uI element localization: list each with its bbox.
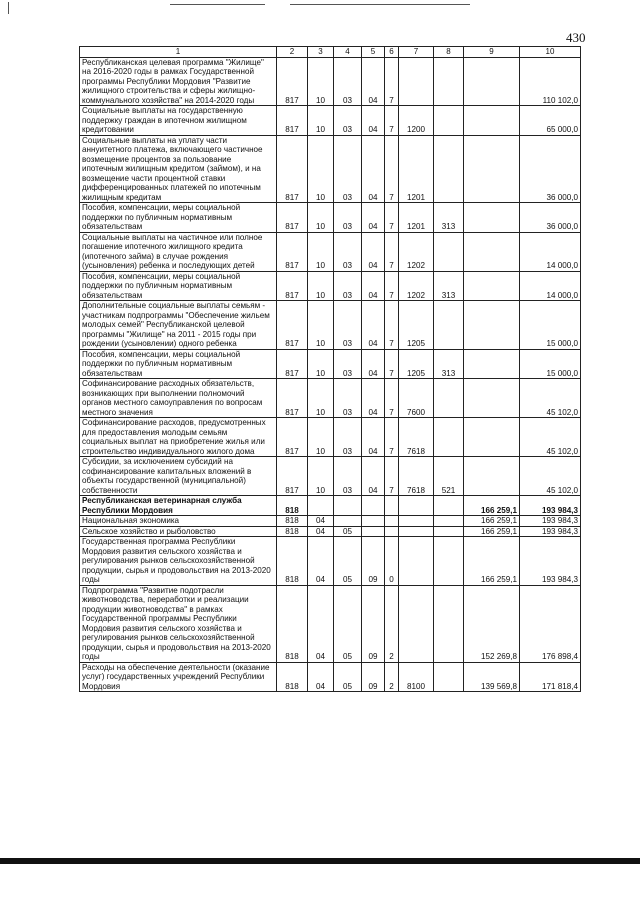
- row-name-cell: Субсидии, за исключением субсидий на софинансирование капитальных вложений в объекты государственной (муниципальной) собственности: [80, 457, 277, 496]
- target-article-cell: 7600: [399, 379, 434, 418]
- amount-year-2-cell: 15 000,0: [520, 349, 581, 379]
- subsection-cell: 03: [334, 135, 362, 203]
- row-name-cell: Государственная программа Республики Мордовия развития сельского хозяйства и регулирования рынков сельскохозяйственной продукции, сырья и продовольствия на 2013-2020 годы: [80, 537, 277, 586]
- section-cell: 04: [308, 537, 334, 586]
- subprogram-cell: 7: [385, 271, 399, 301]
- row-name-cell: Софинансирование расходных обязательств, возникающих при выполнении полномочий органов местного самоуправления по вопросам местного значения: [80, 379, 277, 418]
- amount-year-2-cell: 193 984,3: [520, 496, 581, 516]
- target-article-cell: 1201: [399, 203, 434, 233]
- budget-table: [79, 46, 581, 692]
- section-cell: 10: [308, 379, 334, 418]
- amount-year-2-cell: 193 984,3: [520, 537, 581, 586]
- admin-code-cell: 817: [277, 232, 308, 271]
- subprogram-cell: 2: [385, 585, 399, 662]
- amount-year-2-cell: 171 818,4: [520, 662, 581, 692]
- amount-year-2-cell: 36 000,0: [520, 203, 581, 233]
- table-row: [80, 349, 581, 379]
- subsection-cell: 03: [334, 418, 362, 457]
- section-cell: 10: [308, 418, 334, 457]
- column-header: 10: [520, 47, 581, 58]
- amount-year-1-cell: 139 569,8: [464, 662, 520, 692]
- subprogram-cell: 0: [385, 537, 399, 586]
- subsection-cell: 03: [334, 301, 362, 350]
- amount-year-1-cell: 166 259,1: [464, 526, 520, 537]
- row-name-cell: Социальные выплаты на частичное или полное погашение ипотечного жилищного кредита (ипотечного займа) в случае рождения (усыновления) ребенка и последующих детей: [80, 232, 277, 271]
- amount-year-2-cell: 45 102,0: [520, 418, 581, 457]
- amount-year-1-cell: [464, 57, 520, 106]
- subprogram-cell: 7: [385, 418, 399, 457]
- expense-type-cell: [434, 537, 464, 586]
- section-cell: 04: [308, 585, 334, 662]
- amount-year-1-cell: 166 259,1: [464, 537, 520, 586]
- subprogram-cell: 7: [385, 457, 399, 496]
- subsection-cell: 03: [334, 379, 362, 418]
- amount-year-2-cell: 176 898,4: [520, 585, 581, 662]
- section-cell: 10: [308, 106, 334, 136]
- row-name-cell: Республиканская целевая программа "Жилище" на 2016-2020 годы в рамках Государственной программы Республики Мордовия "Развитие жилищного строительства и сферы жилищно-коммунального хозяйства" на 2014-2020 годы: [80, 57, 277, 106]
- expense-type-cell: [434, 526, 464, 537]
- amount-year-1-cell: [464, 379, 520, 418]
- program-cell: 04: [362, 271, 385, 301]
- target-article-cell: [399, 537, 434, 586]
- target-article-cell: 8100: [399, 662, 434, 692]
- row-name-cell: Подпрограмма "Развитие подотрасли животноводства, переработки и реализации продукции животноводства" в рамках Государственной программы Республики Мордовия развития сельского хозяйства и регулирования рынков сельскохозяйственной продукции, сырья и продовольствия на 2013-2020 годы: [80, 585, 277, 662]
- expense-type-cell: [434, 496, 464, 516]
- program-cell: [362, 526, 385, 537]
- program-cell: 04: [362, 301, 385, 350]
- table-row: [80, 57, 581, 106]
- program-cell: [362, 496, 385, 516]
- table-row: [80, 232, 581, 271]
- column-header: 5: [362, 47, 385, 58]
- expense-type-cell: [434, 662, 464, 692]
- subprogram-cell: 7: [385, 301, 399, 350]
- expense-type-cell: [434, 135, 464, 203]
- expense-type-cell: 521: [434, 457, 464, 496]
- program-cell: 04: [362, 135, 385, 203]
- admin-code-cell: 817: [277, 57, 308, 106]
- row-name-cell: Сельское хозяйство и рыболовство: [80, 526, 277, 537]
- target-article-cell: 7618: [399, 457, 434, 496]
- column-header: 9: [464, 47, 520, 58]
- admin-code-cell: 818: [277, 526, 308, 537]
- program-cell: 09: [362, 585, 385, 662]
- amount-year-2-cell: 15 000,0: [520, 301, 581, 350]
- row-name-cell: Пособия, компенсации, меры социальной поддержки по публичным нормативным обязательствам: [80, 203, 277, 233]
- admin-code-cell: 817: [277, 418, 308, 457]
- target-article-cell: 1201: [399, 135, 434, 203]
- scan-bottom-bar: [0, 858, 640, 864]
- subsection-cell: [334, 516, 362, 527]
- target-article-cell: 1202: [399, 232, 434, 271]
- amount-year-1-cell: 152 269,8: [464, 585, 520, 662]
- admin-code-cell: 817: [277, 349, 308, 379]
- column-header: 3: [308, 47, 334, 58]
- target-article-cell: 1202: [399, 271, 434, 301]
- row-name-cell: Пособия, компенсации, меры социальной поддержки по публичным нормативным обязательствам: [80, 349, 277, 379]
- target-article-cell: [399, 516, 434, 527]
- expense-type-cell: [434, 585, 464, 662]
- row-name-cell: Социальные выплаты на государственную поддержку граждан в ипотечном жилищном кредитовании: [80, 106, 277, 136]
- subsection-cell: 05: [334, 537, 362, 586]
- row-name-cell: Национальная экономика: [80, 516, 277, 527]
- expense-type-cell: [434, 516, 464, 527]
- program-cell: 04: [362, 232, 385, 271]
- row-name-cell: Расходы на обеспечение деятельности (оказание услуг) государственных учреждений Республики Мордовия: [80, 662, 277, 692]
- target-article-cell: 1200: [399, 106, 434, 136]
- program-cell: 09: [362, 537, 385, 586]
- target-article-cell: 7618: [399, 418, 434, 457]
- table-row: [80, 418, 581, 457]
- section-cell: 10: [308, 135, 334, 203]
- admin-code-cell: 818: [277, 496, 308, 516]
- subprogram-cell: 2: [385, 662, 399, 692]
- amount-year-2-cell: 193 984,3: [520, 516, 581, 527]
- table-row: [80, 662, 581, 692]
- subsection-cell: 05: [334, 526, 362, 537]
- table-row: [80, 537, 581, 586]
- subprogram-cell: 7: [385, 203, 399, 233]
- column-header: 2: [277, 47, 308, 58]
- expense-type-cell: 313: [434, 271, 464, 301]
- admin-code-cell: 817: [277, 379, 308, 418]
- expense-type-cell: [434, 106, 464, 136]
- section-cell: 04: [308, 516, 334, 527]
- target-article-cell: [399, 526, 434, 537]
- subprogram-cell: 7: [385, 379, 399, 418]
- column-header: 7: [399, 47, 434, 58]
- column-header: 8: [434, 47, 464, 58]
- section-cell: 04: [308, 662, 334, 692]
- program-cell: 04: [362, 106, 385, 136]
- column-header: 6: [385, 47, 399, 58]
- program-cell: 04: [362, 349, 385, 379]
- subsection-cell: 05: [334, 662, 362, 692]
- subsection-cell: 05: [334, 585, 362, 662]
- admin-code-cell: 817: [277, 203, 308, 233]
- table-row: [80, 516, 581, 527]
- section-cell: 10: [308, 203, 334, 233]
- subprogram-cell: 7: [385, 349, 399, 379]
- header-row: [80, 47, 581, 58]
- expense-type-cell: 313: [434, 349, 464, 379]
- subprogram-cell: [385, 516, 399, 527]
- subsection-cell: 03: [334, 106, 362, 136]
- admin-code-cell: 817: [277, 135, 308, 203]
- table-row: [80, 379, 581, 418]
- row-name-cell: Республиканская ветеринарная служба Республики Мордовия: [80, 496, 277, 516]
- row-name-cell: Дополнительные социальные выплаты семьям - участникам подпрограммы "Обеспечение жильем молодых семей" Республиканской целевой программы "Жилище" на 2011 - 2015 годы при рождении (усыновлении) одного ребенка: [80, 301, 277, 350]
- expense-type-cell: [434, 418, 464, 457]
- table-row: [80, 106, 581, 136]
- scan-artifact-line: [290, 4, 470, 5]
- amount-year-2-cell: 36 000,0: [520, 135, 581, 203]
- admin-code-cell: 818: [277, 662, 308, 692]
- amount-year-1-cell: [464, 349, 520, 379]
- table-row: [80, 526, 581, 537]
- expense-type-cell: [434, 57, 464, 106]
- table-row: [80, 457, 581, 496]
- target-article-cell: [399, 585, 434, 662]
- program-cell: 04: [362, 57, 385, 106]
- amount-year-2-cell: 65 000,0: [520, 106, 581, 136]
- subsection-cell: [334, 496, 362, 516]
- expense-type-cell: [434, 379, 464, 418]
- expense-type-cell: 313: [434, 203, 464, 233]
- section-cell: 10: [308, 349, 334, 379]
- subprogram-cell: 7: [385, 232, 399, 271]
- admin-code-cell: 818: [277, 585, 308, 662]
- target-article-cell: [399, 496, 434, 516]
- table-row: [80, 585, 581, 662]
- amount-year-1-cell: 166 259,1: [464, 516, 520, 527]
- table-row: [80, 135, 581, 203]
- admin-code-cell: 817: [277, 106, 308, 136]
- amount-year-1-cell: [464, 301, 520, 350]
- amount-year-2-cell: 14 000,0: [520, 271, 581, 301]
- row-name-cell: Софинансирование расходов, предусмотренных для предоставления молодым семьям социальных выплат на приобретение жилья или строительство индивидуального жилого дома: [80, 418, 277, 457]
- program-cell: 04: [362, 379, 385, 418]
- program-cell: 09: [362, 662, 385, 692]
- subsection-cell: 03: [334, 457, 362, 496]
- expense-type-cell: [434, 301, 464, 350]
- subsection-cell: 03: [334, 232, 362, 271]
- program-cell: 04: [362, 203, 385, 233]
- amount-year-2-cell: 45 102,0: [520, 379, 581, 418]
- admin-code-cell: 818: [277, 537, 308, 586]
- subprogram-cell: [385, 526, 399, 537]
- amount-year-1-cell: [464, 232, 520, 271]
- subprogram-cell: [385, 496, 399, 516]
- program-cell: [362, 516, 385, 527]
- target-article-cell: 1205: [399, 301, 434, 350]
- amount-year-2-cell: 45 102,0: [520, 457, 581, 496]
- target-article-cell: [399, 57, 434, 106]
- section-cell: 10: [308, 457, 334, 496]
- target-article-cell: 1205: [399, 349, 434, 379]
- amount-year-1-cell: [464, 135, 520, 203]
- scan-artifact-line: [170, 4, 265, 5]
- amount-year-2-cell: 14 000,0: [520, 232, 581, 271]
- row-name-cell: Социальные выплаты на уплату части аннуитетного платежа, включающего частичное возмещение процентов за пользование ипотечным жилищным кредитом (займом), и на возмещение части процентной ставки дифференцированных платежей по ипотечным жилищным кредитам: [80, 135, 277, 203]
- section-cell: 10: [308, 232, 334, 271]
- section-cell: 10: [308, 271, 334, 301]
- section-cell: 10: [308, 301, 334, 350]
- amount-year-1-cell: [464, 271, 520, 301]
- amount-year-2-cell: 193 984,3: [520, 526, 581, 537]
- page-number: 430: [566, 30, 586, 45]
- subsection-cell: 03: [334, 57, 362, 106]
- row-name-cell: Пособия, компенсации, меры социальной поддержки по публичным нормативным обязательствам: [80, 271, 277, 301]
- subprogram-cell: 7: [385, 106, 399, 136]
- expense-type-cell: [434, 232, 464, 271]
- column-header: 1: [80, 47, 277, 58]
- subprogram-cell: 7: [385, 57, 399, 106]
- section-cell: [308, 496, 334, 516]
- table-row: [80, 271, 581, 301]
- program-cell: 04: [362, 418, 385, 457]
- subsection-cell: 03: [334, 349, 362, 379]
- table-row: [80, 496, 581, 516]
- program-cell: 04: [362, 457, 385, 496]
- section-cell: 10: [308, 57, 334, 106]
- section-cell: 04: [308, 526, 334, 537]
- admin-code-cell: 817: [277, 271, 308, 301]
- amount-year-1-cell: [464, 418, 520, 457]
- amount-year-1-cell: 166 259,1: [464, 496, 520, 516]
- scan-artifact-mark: [8, 2, 9, 14]
- admin-code-cell: 818: [277, 516, 308, 527]
- amount-year-1-cell: [464, 457, 520, 496]
- subprogram-cell: 7: [385, 135, 399, 203]
- subsection-cell: 03: [334, 203, 362, 233]
- column-header: 4: [334, 47, 362, 58]
- amount-year-1-cell: [464, 203, 520, 233]
- amount-year-1-cell: [464, 106, 520, 136]
- table-row: [80, 301, 581, 350]
- admin-code-cell: 817: [277, 457, 308, 496]
- admin-code-cell: 817: [277, 301, 308, 350]
- table-row: [80, 203, 581, 233]
- subsection-cell: 03: [334, 271, 362, 301]
- amount-year-2-cell: 110 102,0: [520, 57, 581, 106]
